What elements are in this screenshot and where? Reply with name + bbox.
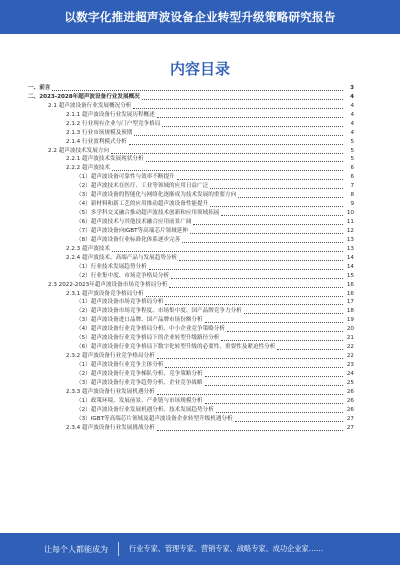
toc-entry[interactable] (28, 164, 354, 173)
toc-page-number: 13 (346, 245, 354, 252)
toc-page-number: 13 (346, 236, 354, 243)
toc-page-number: 16 (346, 290, 354, 297)
toc-page-number: 4 (350, 93, 354, 100)
toc-page-number: 20 (346, 326, 354, 333)
toc-entry[interactable] (28, 352, 354, 361)
toc-dot-leader (165, 304, 343, 305)
toc-dot-leader (171, 278, 343, 279)
toc-dot-leader (244, 313, 343, 314)
toc-dot-leader (112, 170, 343, 171)
toc-dot-leader (205, 322, 343, 323)
toc-dot-leader (205, 403, 343, 404)
toc-page-number: 3 (350, 84, 354, 91)
toc-page-number: 21 (346, 335, 354, 342)
toc-entry-label: 2.3.3 超声波设备行业发展机遇分析 (66, 388, 155, 395)
toc-entry[interactable] (28, 218, 354, 227)
table-of-contents (28, 84, 354, 433)
toc-entry-label: （2）超声波设备行业竞争梯队分析、竞争策略分析 (76, 370, 203, 377)
toc-page-number: 22 (346, 344, 354, 351)
toc-entry[interactable] (28, 209, 354, 218)
toc-dot-leader (221, 340, 343, 341)
toc-page-number: 5 (350, 156, 354, 163)
toc-entry-label: （1）行业技术发展趋势分析 (76, 263, 147, 270)
toc-dot-leader (142, 99, 343, 100)
toc-entry-label: （3）超声波设备进口品牌、国产品牌市场份额分析 (76, 317, 203, 324)
toc-entry-label: 2.2.4 超声波技术、高端产品与发展趋势分析 (66, 254, 178, 261)
toc-dot-leader (112, 251, 343, 252)
toc-entry[interactable] (28, 361, 354, 370)
toc-dot-leader (235, 421, 343, 422)
toc-page-number: 8 (350, 192, 354, 199)
toc-page-number: 7 (350, 183, 354, 190)
toc-entry[interactable] (28, 307, 354, 316)
header-banner (0, 0, 400, 34)
toc-heading: 内容目录 (169, 60, 230, 78)
toc-entry[interactable] (28, 245, 354, 254)
toc-page-number: 17 (346, 299, 354, 306)
toc-entry-label: 2.2.3 超声波技术 (66, 245, 110, 252)
toc-entry-label: （1）超声波设备市场竞争格局分析 (76, 299, 164, 306)
toc-page-number: 4 (350, 129, 354, 136)
toc-page-number: 12 (346, 227, 354, 234)
toc-page-number: 11 (346, 219, 354, 226)
toc-entry-label: （2）超声波技术在医疗、工业等领域的应用日益广泛 (76, 183, 209, 190)
toc-page-number: 6 (350, 165, 354, 172)
footer-tagline: 行业专家、管理专家、营销专家、战略专家、成功企业家…… (129, 544, 324, 553)
toc-entry[interactable] (28, 379, 354, 388)
toc-entry-label: 2.1 超声波设备行业发展概况分析 (48, 102, 132, 109)
toc-page-number: 23 (346, 362, 354, 369)
toc-page-number: 26 (346, 388, 354, 395)
toc-entry-label: 2.1.2 行业现有企业与门户型竞争格局 (66, 120, 161, 127)
toc-page-number: 14 (346, 263, 354, 270)
toc-entry[interactable] (28, 200, 354, 209)
toc-entry[interactable] (28, 129, 354, 138)
toc-entry-label: （3）超声波设备的智能化与网络化逐渐成为技术发展的重要方向 (76, 192, 237, 199)
footer-brand: 让每个人都能成为 (44, 544, 108, 554)
toc-dot-leader (221, 215, 343, 216)
toc-entry[interactable] (28, 272, 354, 281)
toc-entry[interactable] (28, 343, 354, 352)
toc-entry[interactable] (28, 156, 354, 165)
toc-entry[interactable] (28, 299, 354, 308)
toc-entry[interactable] (28, 84, 354, 93)
toc-page-number: 5 (350, 147, 354, 154)
footer-divider (118, 542, 119, 556)
toc-dot-leader (52, 90, 343, 91)
toc-entry[interactable] (28, 191, 354, 200)
toc-dot-leader (193, 224, 343, 225)
toc-entry-label: （2）行业集中度、市场竞争格局分析 (76, 272, 170, 279)
toc-page-number: 4 (350, 120, 354, 127)
report-title: 以数字化推进超声波设备企业转型升级策略研究报告 (64, 10, 336, 24)
toc-entry-label: （3）IGBT等高端芯片领域及超声波设备企业转型升级机遇分析 (76, 415, 233, 422)
toc-entry[interactable] (28, 102, 354, 111)
toc-dot-leader (238, 197, 343, 198)
toc-entry[interactable] (28, 325, 354, 334)
toc-entry[interactable] (28, 281, 354, 290)
toc-page-number: 18 (346, 308, 354, 315)
toc-entry-label: 2.3.4 超声波设备行业发展挑战分析 (66, 424, 155, 431)
toc-dot-leader (182, 242, 343, 243)
toc-entry-label: （2）超声波设备市场竞争程度、市场集中度、国产品牌竞争力分析 (76, 308, 242, 315)
toc-page-number: 4 (350, 111, 354, 118)
toc-entry[interactable] (28, 290, 354, 299)
toc-entry-label: （5）多学科交叉融合推动超声波技术创新和应用领域拓展 (76, 210, 220, 217)
toc-entry[interactable] (28, 173, 354, 182)
toc-dot-leader (157, 358, 343, 359)
toc-page-number: 24 (346, 370, 354, 377)
toc-entry-label: 2.1.1 超声波设备行业发展历程概述 (66, 111, 155, 118)
toc-dot-leader (227, 331, 343, 332)
toc-page-number: 26 (346, 397, 354, 404)
toc-page-number: 9 (350, 201, 354, 208)
toc-entry-label: （4）超声波设备行业竞争格局分析、中小企业竞争策略分析 (76, 326, 225, 333)
toc-entry[interactable] (28, 388, 354, 397)
toc-entry[interactable] (28, 415, 354, 424)
toc-dot-leader (205, 376, 343, 377)
toc-entry[interactable] (28, 147, 354, 156)
toc-page-number: 6 (350, 174, 354, 181)
toc-entry[interactable] (28, 424, 354, 433)
toc-dot-leader (129, 144, 343, 145)
toc-entry-label: （3）超声波设备行业竞争趋势分析、企业竞争战略 (76, 379, 203, 386)
toc-page-number: 27 (346, 415, 354, 422)
toc-entry[interactable] (28, 227, 354, 236)
toc-entry-label: 2.3 2022-2023年超声波设备市场竞争格局分析 (48, 281, 168, 288)
toc-entry[interactable] (28, 138, 354, 147)
toc-entry[interactable] (28, 93, 354, 102)
toc-entry[interactable] (28, 397, 354, 406)
toc-dot-leader (157, 117, 343, 118)
toc-entry-label: 2.3.2 超声波设备行业竞争格局分析 (66, 353, 155, 360)
toc-entry-label: 2.1.3 行业市场规模及预期 (66, 129, 133, 136)
toc-entry[interactable] (28, 263, 354, 272)
toc-dot-leader (134, 135, 343, 136)
toc-page-number: 19 (346, 317, 354, 324)
toc-entry-label: （2）超声波设备行业发展机遇分析、技术发展趋势分析 (76, 406, 214, 413)
toc-entry[interactable] (28, 236, 354, 245)
toc-entry[interactable] (28, 316, 354, 325)
toc-dot-leader (111, 153, 343, 154)
toc-dot-leader (149, 269, 343, 270)
toc-entry-label: （6）超声波设备行业竞争格局下数字化转型升级的必要性、重要性及紧迫性分析 (76, 344, 276, 351)
toc-entry-label: 2.3.1 超声波设备竞争格局分析 (66, 290, 144, 297)
toc-entry-label: 一、前言 (28, 84, 51, 91)
toc-entry[interactable] (28, 182, 354, 191)
toc-entry-label: 二、2023-2028年超声波设备行业发展概况 (28, 93, 140, 100)
toc-entry-label: （5）超声波设备行业竞争格局下的企业转型升级路径分析 (76, 335, 220, 342)
toc-entry[interactable] (28, 370, 354, 379)
toc-dot-leader (146, 161, 343, 162)
toc-entry[interactable] (28, 120, 354, 129)
toc-dot-leader (190, 233, 343, 234)
toc-entry[interactable] (28, 111, 354, 120)
toc-entry-label: （6）超声波技术与其他技术融合应用前景广阔 (76, 219, 192, 226)
toc-page-number: 15 (346, 272, 354, 279)
toc-entry-label: （1）超声波设备可靠性与效率不断提升 (76, 174, 175, 181)
toc-entry[interactable] (28, 254, 354, 263)
toc-page-number: 26 (346, 406, 354, 413)
toc-page-number: 10 (346, 210, 354, 217)
toc-entry-label: （1）政策环境、发展前景、产业链与市场规模分析 (76, 397, 203, 404)
toc-dot-leader (133, 108, 343, 109)
toc-entry-label: （1）超声波设备行业竞争主体分析 (76, 362, 164, 369)
toc-dot-leader (165, 367, 343, 368)
toc-dot-leader (216, 412, 343, 413)
toc-page-number: 22 (346, 353, 354, 360)
toc-entry-label: （4）新材料和新工艺的应用推动超声波设备性能提升 (76, 201, 209, 208)
toc-dot-leader (210, 206, 343, 207)
toc-dot-leader (157, 394, 343, 395)
toc-dot-leader (162, 126, 343, 127)
toc-dot-leader (205, 385, 343, 386)
toc-page-number: 25 (346, 379, 354, 386)
toc-dot-leader (210, 188, 343, 189)
toc-entry-label: 2.1.4 行业盈利模式分析 (66, 138, 127, 145)
toc-page-number: 27 (346, 424, 354, 431)
toc-page-number: 4 (350, 102, 354, 109)
toc-page-number: 5 (350, 138, 354, 145)
toc-entry-label: 2.2.1 超声波技术发展现状分析 (66, 156, 144, 163)
toc-entry[interactable] (28, 406, 354, 415)
toc-entry-label: 2.2.2 超声波技术 (66, 165, 110, 172)
toc-dot-leader (157, 430, 343, 431)
toc-entry[interactable] (28, 334, 354, 343)
toc-dot-leader (179, 260, 343, 261)
toc-entry-label: 2.2 超声波技术发展方向 (48, 147, 110, 154)
toc-entry-label: （8）超声波设备行业标准化体系逐步完善 (76, 236, 181, 243)
toc-dot-leader (277, 349, 343, 350)
toc-dot-leader (146, 296, 343, 297)
footer-banner (0, 533, 400, 565)
toc-page-number: 16 (346, 281, 354, 288)
toc-entry-label: （7）超声波设备向IGBT等高端芯片领域延伸 (76, 227, 188, 234)
toc-dot-leader (169, 287, 343, 288)
toc-page-number: 14 (346, 254, 354, 261)
toc-dot-leader (177, 179, 343, 180)
